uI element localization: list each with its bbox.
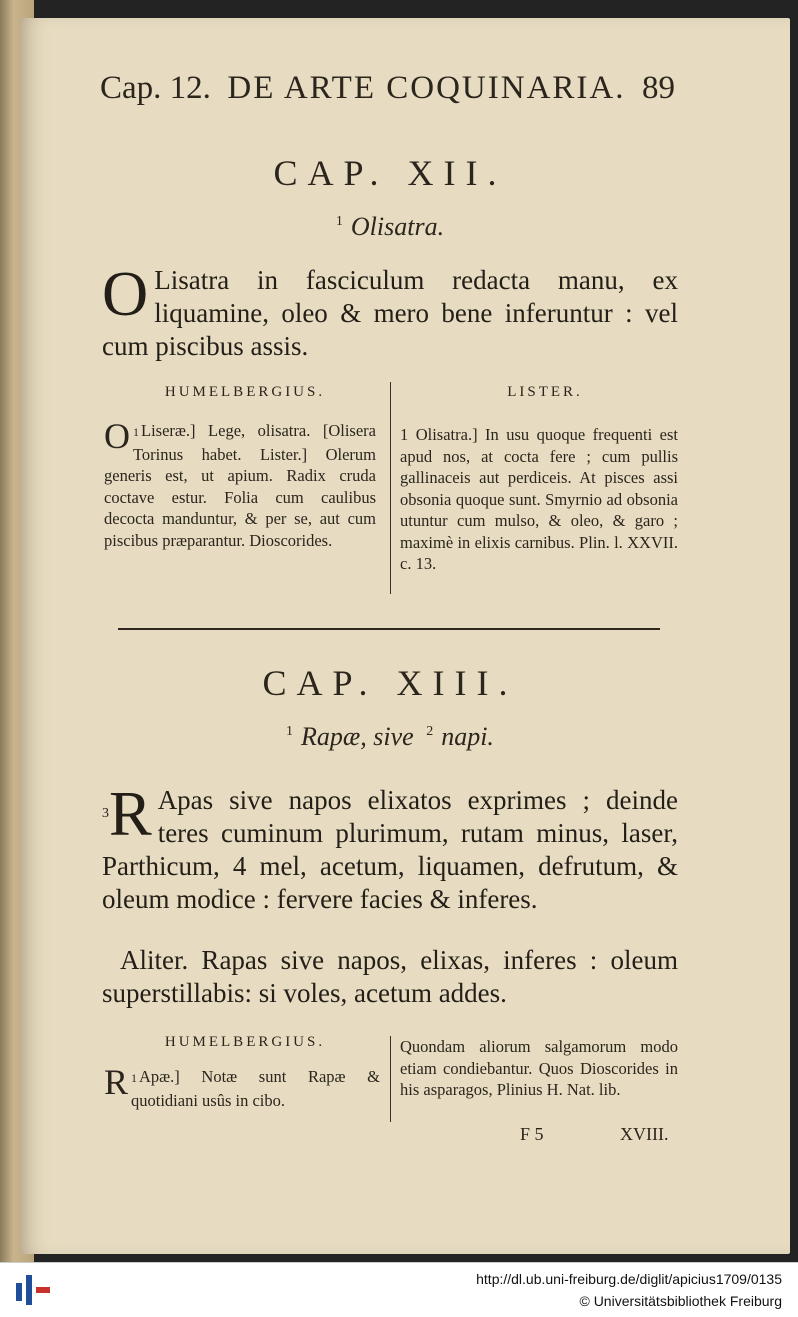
commentator-heading-right: LISTER. xyxy=(507,384,583,400)
copyright-notice: © Universitätsbibliothek Freiburg xyxy=(579,1293,782,1309)
chapter-12-subtitle xyxy=(120,212,660,242)
library-logo-icon[interactable] xyxy=(16,1275,52,1305)
commentator-heading-left: HUMELBERGIUS. xyxy=(164,1034,326,1050)
note-drop-cap: O xyxy=(104,416,130,456)
chapter-12-text xyxy=(102,258,678,363)
note-drop-cap: R xyxy=(104,1062,129,1102)
chapter-12-heading: CAP. XII. xyxy=(273,153,507,193)
chapter-separator xyxy=(118,628,660,630)
chapter-reference: Cap. 12. xyxy=(100,70,211,106)
column-divider xyxy=(390,382,391,594)
note-number: 1 xyxy=(131,1071,138,1085)
aliter-paragraph: Aliter. Rapas sive napos, elixas, inferes : oleum superstillabis: si voles, acetum addes. xyxy=(102,945,678,1008)
drop-cap-letter: R xyxy=(109,778,152,849)
chapter-13-text xyxy=(102,778,678,916)
commentator-heading-left: HUMELBERGIUS. xyxy=(164,384,326,400)
footnote-marker: 2 xyxy=(426,724,434,740)
page-number: 89 xyxy=(641,70,675,106)
subtitle-text: Rapæ, sive xyxy=(301,722,414,751)
column-divider xyxy=(390,1036,391,1122)
subtitle-text-2: napi. xyxy=(441,722,494,751)
note-text: Liseræ.] Lege, olisatra. [Olisera Torinus habet. Lister.] Olerum generis est, ut apium. Radix cruda coctave estur. Folia cum caulibus decocta manduntur, & per se, aut cum piscibus præparantur. Dioscorides. xyxy=(104,421,376,550)
drop-cap: O xyxy=(102,258,149,329)
catchword: XVIII. xyxy=(620,1124,669,1144)
footnote-marker: 1 xyxy=(335,214,343,230)
note-text: Apæ.] Notæ sunt Rapæ & quotidiani usûs in cibo. xyxy=(131,1067,380,1110)
note-right-ch13: Quondam aliorum salgamorum modo etiam condiebantur. Quos Dioscorides in his asparagos, Plinius H. Nat. lib. xyxy=(400,1037,678,1099)
note-right-ch12: 1 Olisatra.] In usu quoque frequenti est apud nos, at cocta fere ; cum pullis gallinaceis aut perdiceis. At pisces assi obsonia quoque sunt. Smyrnio ad obsonia utuntur cum mulso, & oleo, & garo ; maximè in elixis carnibus. Plin. l. XXVII. c. 13. xyxy=(400,425,678,573)
chapter-13-subtitle xyxy=(120,722,660,752)
drop-cap xyxy=(102,778,152,849)
footnote-marker: 1 xyxy=(286,724,294,740)
paragraph-text: Apas sive napos elixatos exprimes ; deinde teres cuminum plurimum, rutam minus, laser, Parthicum, 4 mel, acetum, liquamen, defrutum, & oleum modice : fervere facies & inferes. xyxy=(102,785,678,914)
note-left-ch12 xyxy=(104,416,376,551)
note-left-ch13 xyxy=(104,1062,380,1111)
viewer-footer xyxy=(0,1262,798,1317)
footnote-marker: 3 xyxy=(102,806,109,821)
permalink-url[interactable]: http://dl.ub.uni-freiburg.de/diglit/apicius1709/0135 xyxy=(476,1271,782,1287)
paragraph-text: Lisatra in fasciculum redacta manu, ex liquamine, oleo & mero bene inferuntur : vel cum piscibus assis. xyxy=(102,265,678,361)
subtitle-text: Olisatra. xyxy=(350,212,445,241)
signature-mark: F 5 xyxy=(520,1124,544,1144)
chapter-13-heading: CAP. XIII. xyxy=(262,663,518,703)
book-title: DE ARTE COQUINARIA. xyxy=(227,70,626,106)
running-head xyxy=(100,70,675,107)
note-number: 1 xyxy=(133,425,139,439)
